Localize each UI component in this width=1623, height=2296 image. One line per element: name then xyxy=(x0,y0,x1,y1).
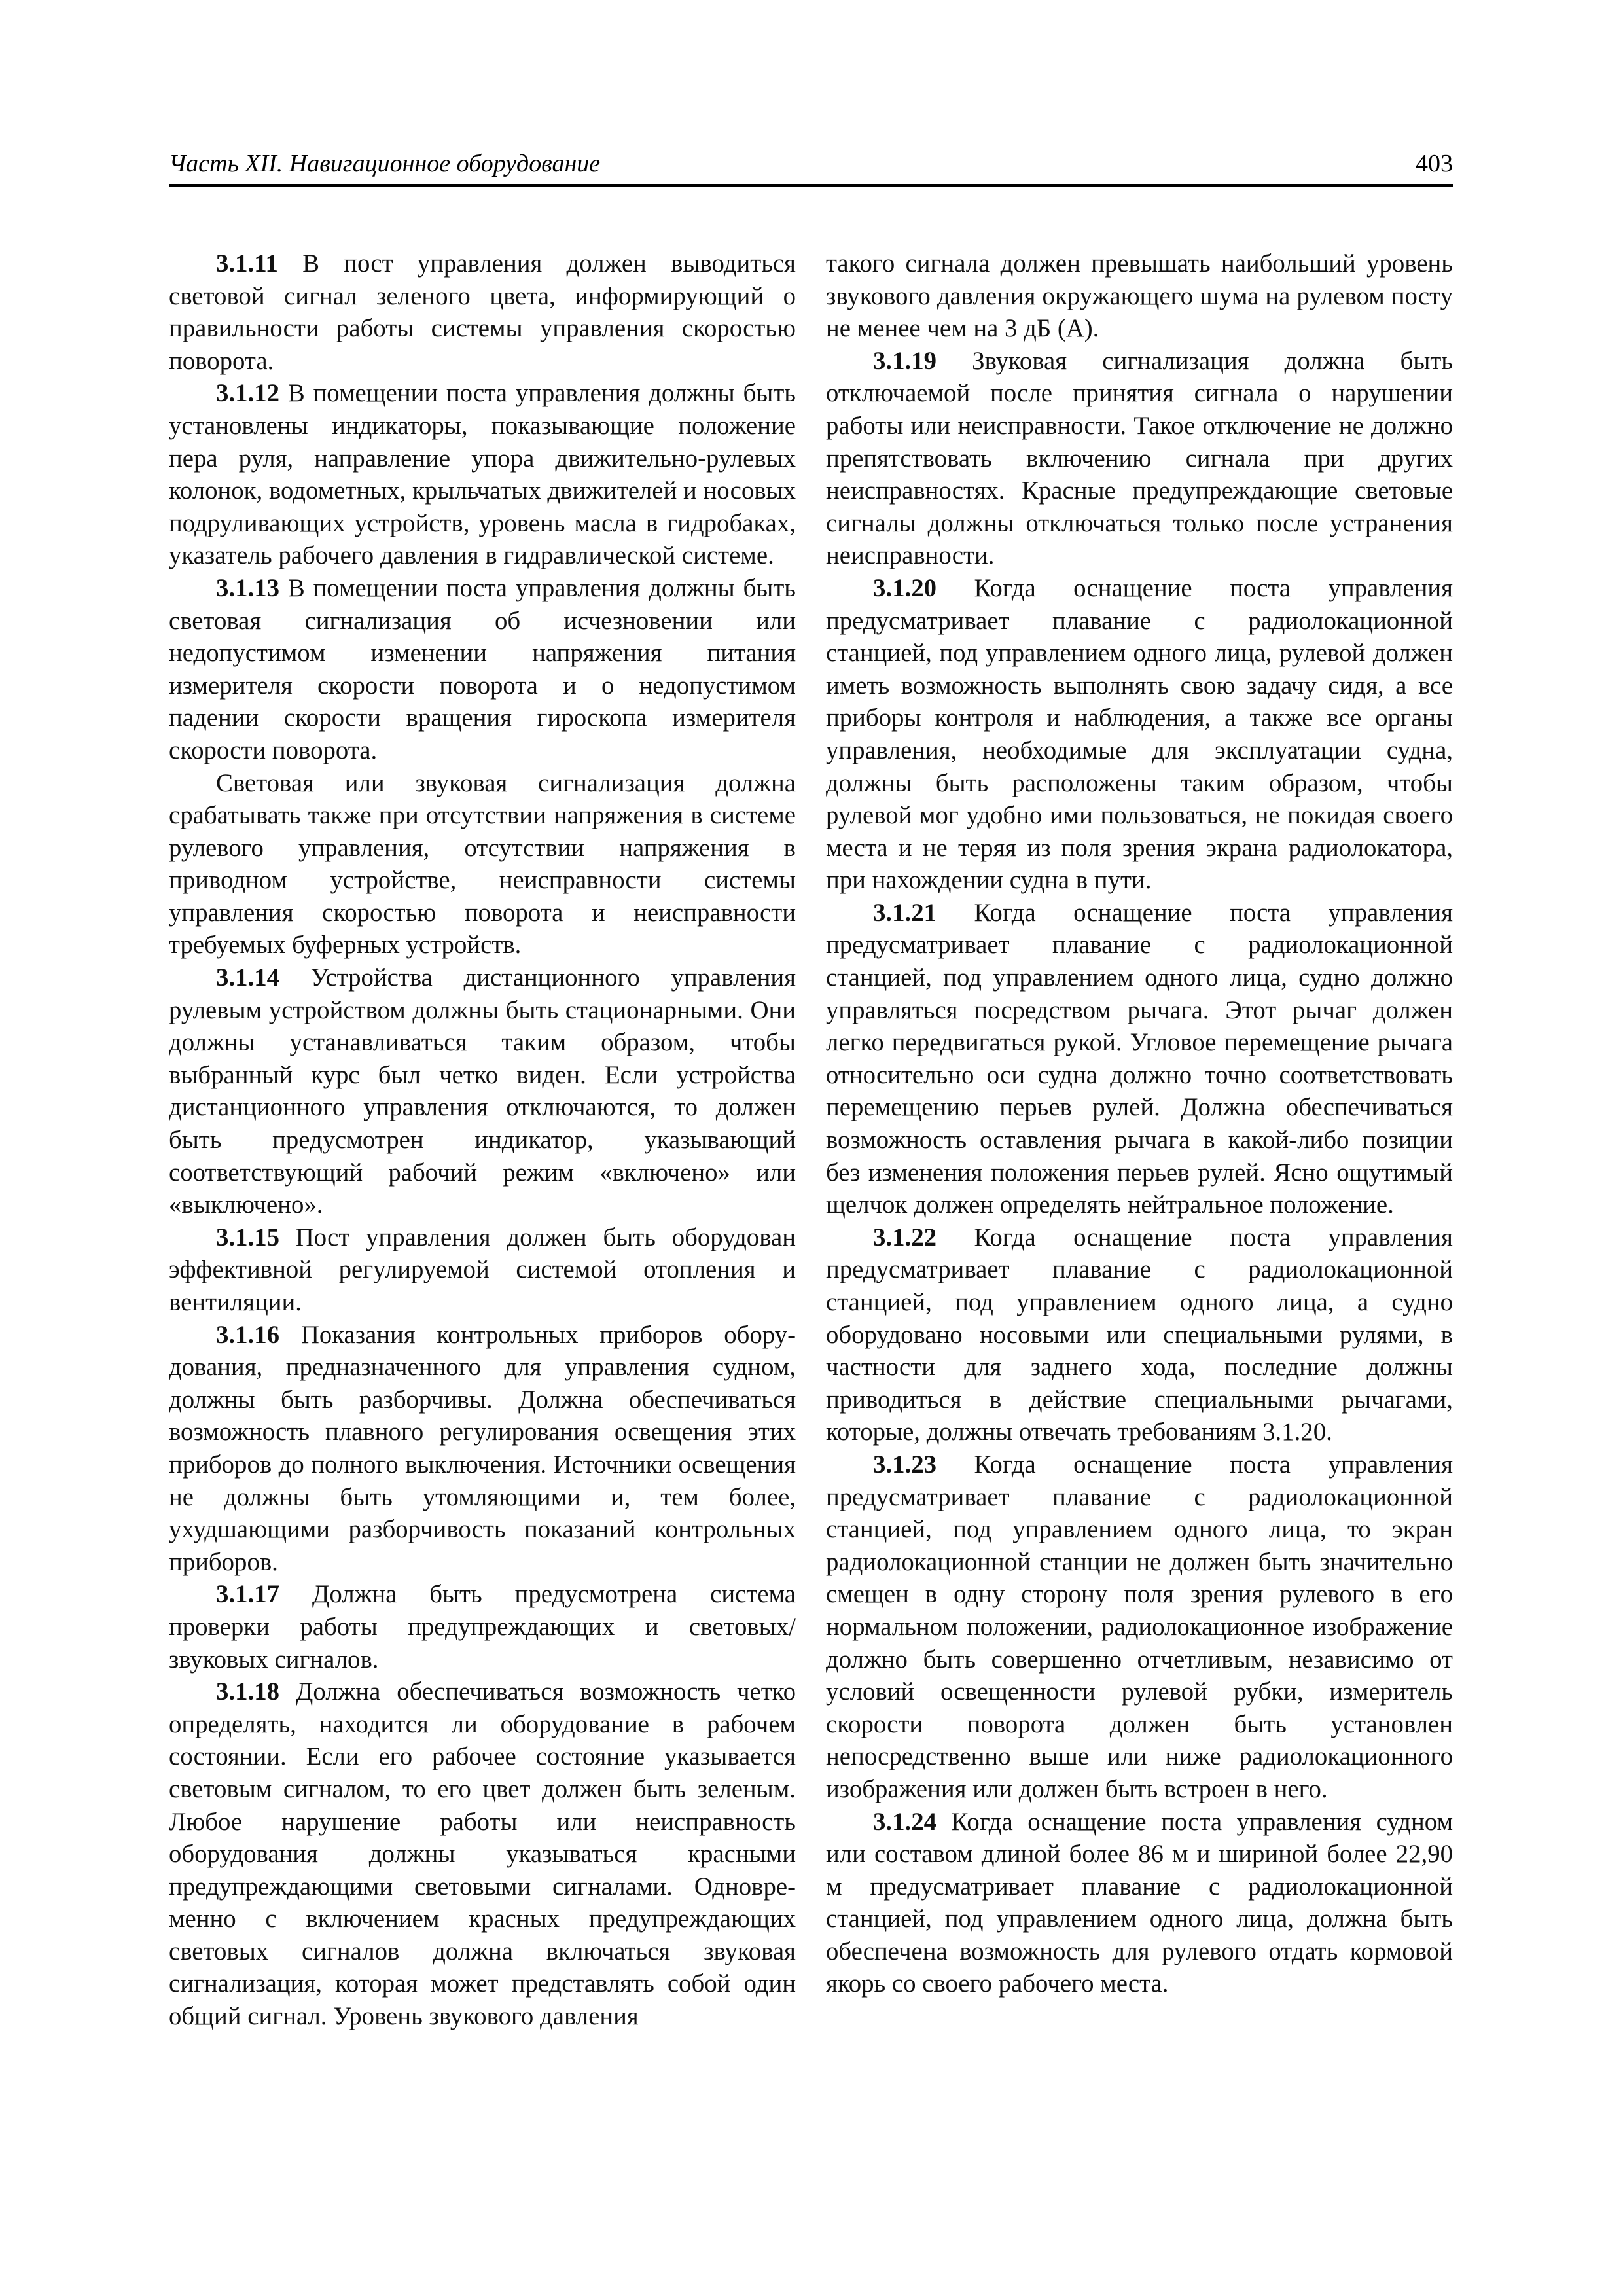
paragraph-text: Когда оснащение поста управления предусматривает плавание с радиолокационной станцией, под управлением одного лица, судно должно управляться посредством рычага. Этот рычаг должен легко передвигаться рукой. Угловое перемещение рычага относительно оси судна должно точно соответствовать перемещению перьев рулей. Должна обеспечиваться возможность оставления рычага в какой-либо позиции без изменения положения перьев рулей. Ясно ощутимый щелчок должен определять нейтральное положение. xyxy=(826,898,1453,1219)
paragraph xyxy=(169,1319,796,1579)
paragraph xyxy=(826,1221,1453,1448)
paragraph xyxy=(169,767,796,962)
left-column xyxy=(169,247,796,2033)
page-number: 403 xyxy=(1416,150,1453,177)
paragraph-text: Когда оснащение поста управления предусматривает плавание с радиолокационной станцией, под управлением одного лица, то экран радиолокационной станции не должен быть значительно смещен в одну сторону поля зрения рулевого в его нормальном положении, радиолокационное изображение должно быть совершенно отчетливым, независимо от условий освещенности рулевой рубки, измеритель скорости поворота должен быть установлен непосредственно выше или ниже радиолокационного изображения или должен быть встроен в него. xyxy=(826,1450,1453,1803)
paragraph-text: В помещении поста управления должны быть световая сигнализация об исчезновении или недопустимом изменении напряжения питания измерителя скорости поворота и о недопустимом падении скорости вращения гироскопа измерителя скорости поворота. xyxy=(169,573,796,764)
paragraph-text: В пост управления должен выводиться световой сигнал зеленого цвета, информирующий о правильности работы системы управления скоростью поворота. xyxy=(169,249,796,375)
clause-number: 3.1.18 xyxy=(216,1677,279,1706)
clause-number: 3.1.24 xyxy=(873,1807,936,1836)
header-title: Часть XII. Навигационное оборудование xyxy=(169,150,601,177)
clause-number: 3.1.15 xyxy=(216,1223,279,1251)
paragraph xyxy=(826,572,1453,897)
right-column xyxy=(826,247,1453,2000)
paragraph-text: Показания контрольных приборов оборудования, предназначенного для управления судном, должны быть разборчивы. Должна обеспечиваться возможность плавного регулирования освещения этих приборов до полного выключения. Источники освещения не должны быть утомляющими и, тем более, ухудшающими разборчивость показаний контрольных приборов. xyxy=(169,1320,796,1576)
paragraph xyxy=(169,1578,796,1676)
clause-number: 3.1.21 xyxy=(873,898,936,927)
paragraph-text: Должна быть предусмотрена система проверки работы предупреждающих и световых/звуковых сигналов. xyxy=(169,1580,796,1674)
paragraph-text: В помещении поста управления должны быть установлены индикаторы, показывающие положение пера руля, направление упора движительно-рулевых колонок, водометных, крыльчатых движителей и носовых подруливающих устройств, уровень масла в гидробаках, указатель рабочего давления в гидравлической системе. xyxy=(169,379,796,570)
paragraph xyxy=(169,1676,796,2033)
clause-number: 3.1.19 xyxy=(873,346,936,375)
clause-number: 3.1.23 xyxy=(873,1450,936,1479)
running-header xyxy=(169,147,1453,187)
paragraph xyxy=(826,1448,1453,1806)
paragraph-text: Звуковая сигнализация должна быть отключаемой после принятия сигнала о нарушении работы или неисправности. Такое отключение не должно препятствовать включению сигнала при других неисправностях. Красные предупреждающие световые сигналы должны отключаться только после устранения неисправности. xyxy=(826,346,1454,570)
paragraph xyxy=(826,345,1453,572)
paragraph xyxy=(826,897,1453,1221)
paragraph-text: Световая или звуковая сигнализация должна срабатывать также при отсутствии напряжения в системе рулевого управления, отсутствии напряжения в приводном устройстве, неисправности системы управления скоростью поворота и неисправности требуемых буферных устройств. xyxy=(169,768,796,960)
clause-number: 3.1.20 xyxy=(873,573,936,602)
paragraph-text: Когда оснащение поста управления судном или составом длиной более 86 м и шириной более 22,90 м предусматривает плавание с радиолокационной станцией, под управлением одного лица, должна быть обеспечена возможность для рулевого отдать кормовой якорь со своего рабочего места. xyxy=(826,1807,1453,1998)
clause-number: 3.1.16 xyxy=(216,1320,279,1349)
paragraph xyxy=(169,1221,796,1319)
paragraph-text: Устройства дистанционного управления рулевым устройством должны быть стационарными. Они должны устанавливаться таким образом, чтобы выбранный курс был четко виден. Если устройства дистанционного управления отключаются, то должен быть предусмотрен индикатор, указывающий соответствующий рабочий режим «включено» или «выключено». xyxy=(169,963,796,1219)
paragraph xyxy=(169,961,796,1221)
paragraph xyxy=(169,377,796,572)
paragraph-continuation xyxy=(826,247,1453,345)
paragraph-text: Должна обеспечиваться возможность четко определять, находится ли оборудование в рабочем состоянии. Если его рабочее состояние указывается световым сигналом, то его цвет должен быть зеленым. Любое нарушение работы или неисправность оборудования должны указываться красными предупреждающими световыми сигналами. Одновременно с включением красных предупреждающих световых сигналов должна включаться звуковая сигнализация, которая может представлять собой один общий сигнал. Уровень звукового давления xyxy=(169,1677,796,2031)
clause-number: 3.1.14 xyxy=(216,963,279,992)
paragraph-text: такого сигнала должен превышать наибольший уровень звукового давления окружающего шума на рулевом посту не менее чем на 3 дБ (A). xyxy=(826,249,1453,343)
clause-number: 3.1.13 xyxy=(216,573,279,602)
clause-number: 3.1.12 xyxy=(216,379,279,408)
paragraph-text: Когда оснащение поста управления предусматривает плавание с радиолокационной станцией, под управлением одного лица, а судно оборудовано носовыми или специальными рулями, в частности для заднего хода, последние должны приводиться в действие специальными рычагами, которые, должны отвечать требованиям 3.1.20. xyxy=(826,1223,1453,1446)
paragraph xyxy=(169,572,796,767)
paragraph-text: Пост управления должен быть оборудован эффективной регулируемой системой отопления и вентиляции. xyxy=(169,1223,796,1316)
paragraph-text: Когда оснащение поста управления предусматривает плавание с радиолокационной станцией, под управлением одного лица, рулевой должен иметь возможность выполнять свою задачу сидя, а все приборы контроля и наблюдения, а также все органы управления, необходимые для эксплуатации судна, должны быть расположены таким образом, чтобы рулевой мог удобно ими пользоваться, не покидая своего места и не теряя из поля зрения экрана радиолокатора, при нахождении судна в пути. xyxy=(826,573,1453,895)
clause-number: 3.1.17 xyxy=(216,1580,279,1609)
clause-number: 3.1.22 xyxy=(873,1223,936,1251)
paragraph xyxy=(169,247,796,377)
paragraph xyxy=(826,1806,1453,2001)
clause-number: 3.1.11 xyxy=(216,249,278,278)
